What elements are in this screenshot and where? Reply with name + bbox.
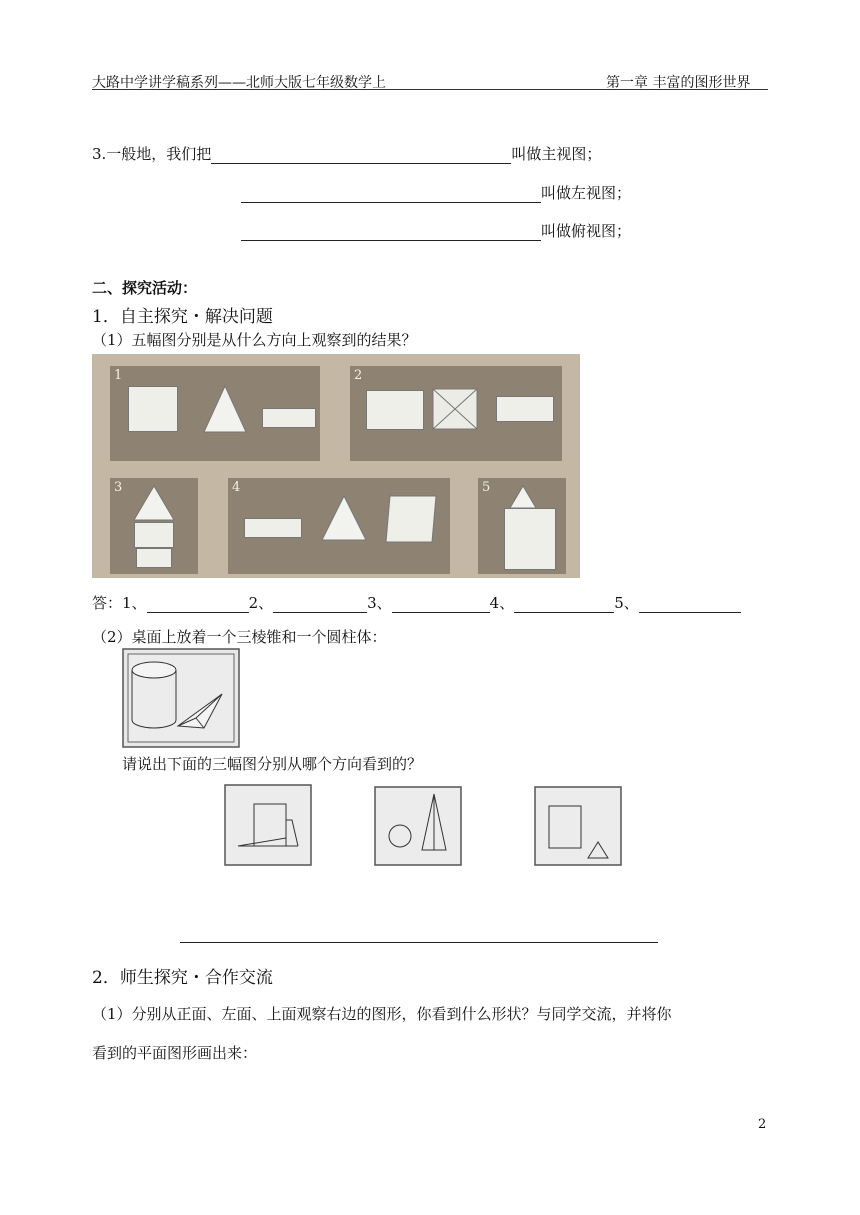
panel-number-2: 2 — [354, 368, 363, 383]
cylinder-pyramid-figure — [122, 648, 240, 748]
q3-line-front — [92, 143, 601, 164]
front-view-label: 叫做主视图； — [511, 145, 602, 163]
answer-label-1: 1、 — [122, 594, 147, 612]
panel-number-5: 5 — [482, 480, 491, 495]
question-3-line2: 看到的平面图形画出来： — [92, 1044, 258, 1062]
answer-blank-3[interactable] — [392, 594, 490, 613]
view-figure-c — [534, 786, 622, 866]
cube-block — [128, 386, 178, 432]
panel-number-1: 1 — [114, 368, 123, 383]
question-2: （2）桌面上放着一个三棱锥和一个圆柱体： — [92, 628, 387, 646]
answer-blank-1[interactable] — [147, 594, 249, 613]
pyramid-behind — [508, 484, 538, 510]
cube-side — [384, 494, 438, 544]
answer-blank-2[interactable] — [273, 594, 367, 613]
blank-left-view[interactable] — [241, 184, 541, 203]
blank-front-view[interactable] — [211, 145, 511, 164]
page-number: 2 — [758, 1117, 767, 1132]
question-2-prompt: 请说出下面的三幅图分别从哪个方向看到的？ — [122, 755, 423, 773]
blank-top-view[interactable] — [241, 222, 541, 241]
slab-block — [262, 408, 316, 428]
part2-title: 2．师生探究・合作交流 — [92, 968, 273, 988]
question-3-line1: （1）分别从正面、左面、上面观察右边的图形，你看到什么形状？与同学交流，并将你 — [92, 1005, 672, 1023]
stacked-cube — [134, 522, 174, 548]
answer-blank-5[interactable] — [639, 594, 741, 613]
panel-3 — [110, 478, 198, 574]
answer-label-2: 2、 — [248, 594, 274, 612]
answer-row — [92, 592, 741, 613]
square-face — [366, 390, 424, 430]
answer-label-4: 4、 — [489, 594, 515, 612]
view-figure-b — [374, 786, 462, 866]
left-view-label: 叫做左视图； — [541, 184, 632, 202]
answer-blank-4[interactable] — [514, 594, 614, 613]
header-title: 大路中学讲学稿系列——北师大版七年级数学上 — [92, 75, 386, 91]
panel-number-4: 4 — [232, 480, 241, 495]
panel-5 — [478, 478, 566, 574]
cube-front — [504, 508, 556, 570]
q3-prefix: 3.一般地，我们把 — [92, 145, 212, 163]
rectangle-face — [496, 396, 554, 422]
stacked-slab — [136, 548, 172, 568]
part1-title: 1．自主探究・解决问题 — [92, 307, 273, 327]
answer-line[interactable] — [180, 942, 658, 943]
q3-line-top — [241, 220, 631, 241]
stacked-pyramid — [132, 484, 176, 522]
q3-line-left — [241, 182, 631, 203]
panel-1 — [110, 366, 320, 461]
top-view-label: 叫做俯视图； — [541, 222, 632, 240]
panel-number-3: 3 — [114, 480, 123, 495]
five-views-photo — [92, 354, 580, 578]
question-1: （1）五幅图分别是从什么方向上观察到的结果？ — [92, 331, 417, 349]
view-figure-a — [224, 784, 312, 866]
pyramid-block — [202, 384, 248, 434]
panel-2 — [350, 366, 562, 461]
pyramid-side — [320, 494, 368, 542]
pyramid-top-view — [432, 388, 478, 430]
answer-label-3: 3、 — [367, 594, 392, 612]
slab-side — [244, 518, 302, 538]
panel-4 — [228, 478, 450, 574]
section-title: 二、探究活动： — [92, 279, 198, 297]
answer-label-5: 5、 — [614, 594, 639, 612]
header-rule — [92, 89, 768, 90]
answer-prefix: 答： — [92, 594, 123, 612]
header-chapter: 第一章 丰富的图形世界 — [606, 75, 751, 91]
